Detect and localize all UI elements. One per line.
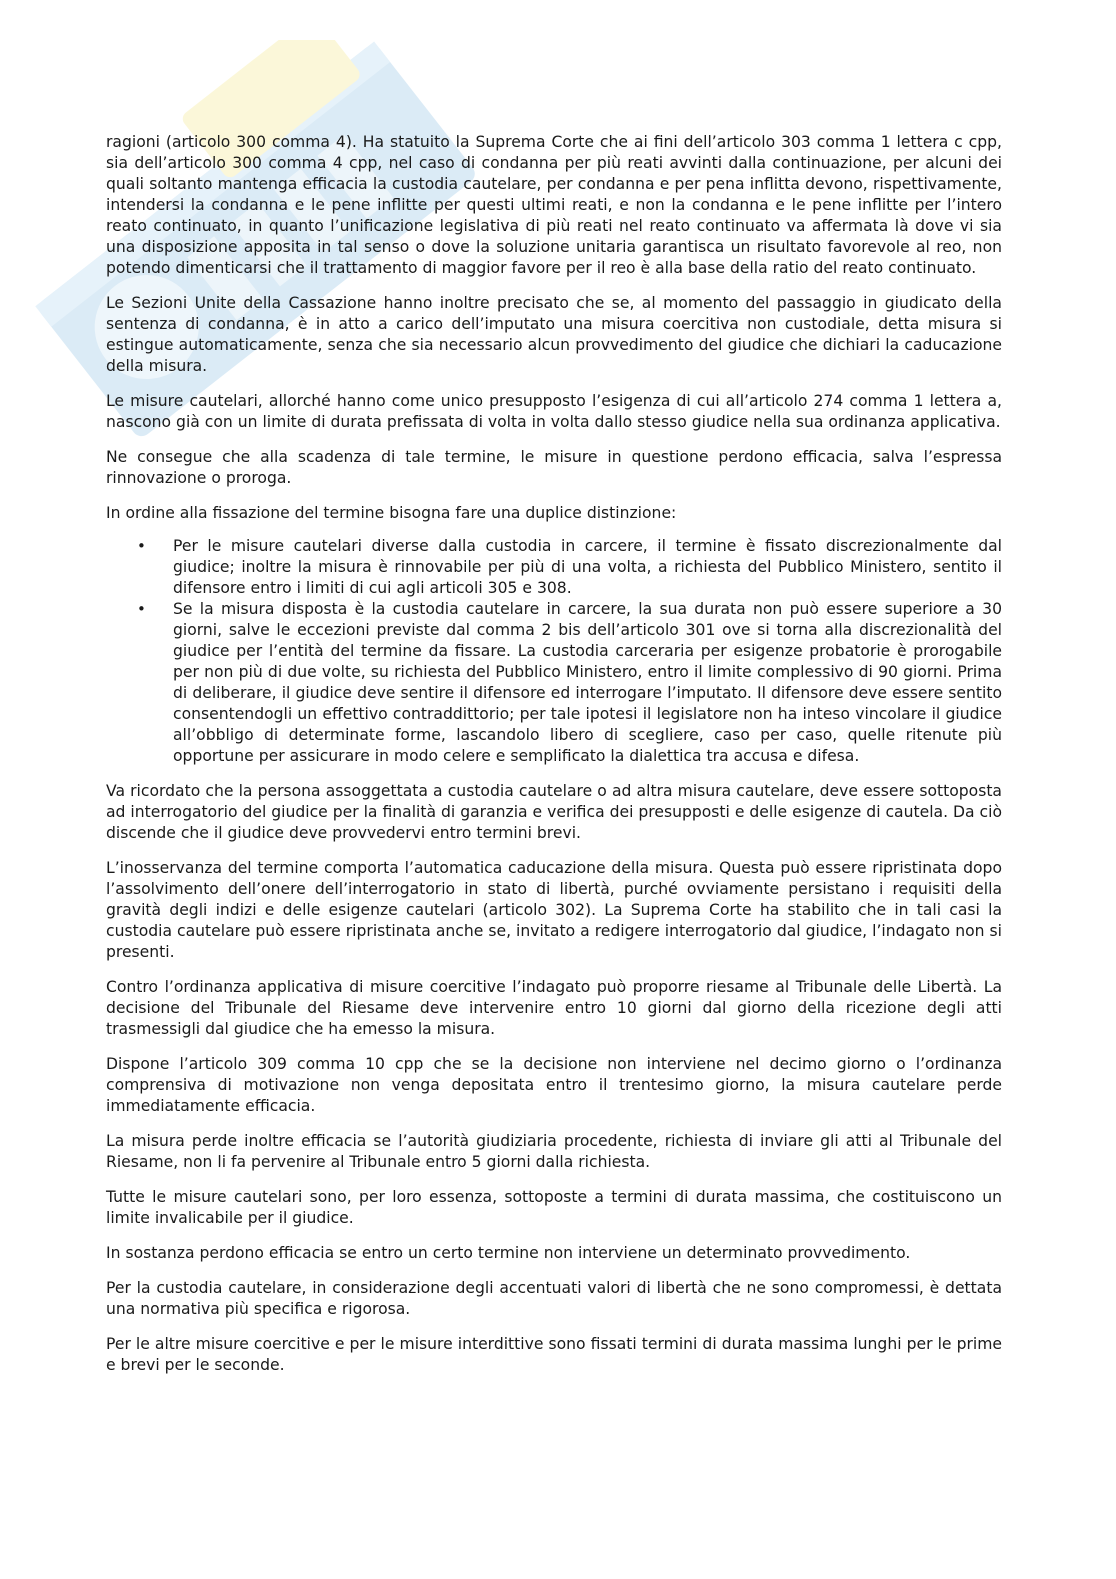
paragraph: In ordine alla fissazione del termine bisogna fare una duplice distinzione: <box>106 504 677 522</box>
paragraph: Le misure cautelari, allorché hanno come unico presupposto l’esigenza di cui all’articolo 274 comma 1 lettera a, nascono già con un limite di durata prefissata di volta in volta dallo stesso giudice nella sua ordinanza applicativa. <box>106 392 1002 431</box>
paragraph: Tutte le misure cautelari sono, per loro essenza, sottoposte a termini di durata massima, che costituiscono un limite invalicabile per il giudice. <box>106 1188 1002 1227</box>
list-item <box>106 536 1002 599</box>
document-body <box>106 132 1002 1390</box>
bullet-list <box>106 536 1002 767</box>
paragraph: In sostanza perdono efficacia se entro un certo termine non interviene un determinato provvedimento. <box>106 1244 911 1262</box>
list-item <box>106 599 1002 767</box>
paragraph: L’inosservanza del termine comporta l’automatica caducazione della misura. Questa può essere ripristinata dopo l’assolvimento dell’onere dell’interrogatorio in stato di libertà, purché ovviamente persistano i requisiti della gravità degli indizi e delle esigenze cautelari (articolo 302). La Suprema Corte ha stabilito che in tali casi la custodia cautelare può essere ripristinata anche se, invitato a redigere interrogatorio dal giudice, l’indagato non si presenti. <box>106 859 1002 961</box>
paragraph: ragioni (articolo 300 comma 4). Ha statuito la Suprema Corte che ai fini dell’articolo 303 comma 1 lettera c cpp, sia dell’articolo 300 comma 4 cpp, nel caso di condanna per più reati avvinti dalla continuazione, per alcuni dei quali soltanto mantenga efficacia la custodia cautelare, per condanna e per pena inflitta devono, rispettivamente, intendersi la condanna e le pene inflitte per questi ultimi reati, e non la condanna e le pene inflitte per l’intero reato continuato, in quanto l’unificazione legislativa di più reati nel reato continuato va affermata là dove vi sia una disposizione apposita in tal senso o dove la soluzione unitaria garantisca un risultato favorevole al reo, non potendo dimenticarsi che il trattamento di maggior favore per il reo è alla base della ratio del reato continuato. <box>106 133 1002 277</box>
paragraph: La misura perde inoltre efficacia se l’autorità giudiziaria procedente, richiesta di inviare gli atti al Tribunale del Riesame, non li fa pervenire al Tribunale entro 5 giorni dalla richiesta. <box>106 1132 1002 1171</box>
paragraph: Contro l’ordinanza applicativa di misure coercitive l’indagato può proporre riesame al Tribunale delle Libertà. La decisione del Tribunale del Riesame deve intervenire entro 10 giorni dal giorno della ricezione degli atti trasmessigli dal giudice che ha emesso la misura. <box>106 978 1002 1038</box>
list-item-text: Se la misura disposta è la custodia cautelare in carcere, la sua durata non può essere superiore a 30 giorni, salve le eccezioni previste dal comma 2 bis dell’articolo 301 ove si torna alla discrezionalità del giudice per l’entità del termine da fissare. La custodia carceraria per esigenze probatorie è prorogabile per non più di due volte, su richiesta del Pubblico Ministero, entro il limite complessivo di 90 giorni. Prima di deliberare, il giudice deve sentire il difensore ed interrogare l’imputato. Il difensore deve essere sentito consentendogli un effettivo contraddittorio; per tale ipotesi il legislatore non ha inteso vincolare il giudice all’obbligo di determinate forme, lascandolo libero di scegliere, caso per caso, quelle ritenute più opportune per assicurare in modo celere e semplificato la dialettica tra accusa e difesa. <box>173 600 1002 765</box>
bullet-icon: • <box>137 600 146 618</box>
paragraph: Le Sezioni Unite della Cassazione hanno inoltre precisato che se, al momento del passaggio in giudicato della sentenza di condanna, è in atto a carico dell’imputato una misura coercitiva non custodiale, detta misura si estingue automaticamente, senza che sia necessario alcun provvedimento del giudice che dichiari la caducazione della misura. <box>106 294 1002 375</box>
list-item-text: Per le misure cautelari diverse dalla custodia in carcere, il termine è fissato discrezionalmente dal giudice; inoltre la misura è rinnovabile per più di una volta, a richiesta del Pubblico Ministero, sentito il difensore entro i limiti di cui agli articoli 305 e 308. <box>173 537 1002 597</box>
paragraph: Dispone l’articolo 309 comma 10 cpp che se la decisione non interviene nel decimo giorno o l’ordinanza comprensiva di motivazione non venga depositata entro il trentesimo giorno, la misura cautelare perde immediatamente efficacia. <box>106 1055 1002 1115</box>
paragraph: Per le altre misure coercitive e per le misure interdittive sono fissati termini di durata massima lunghi per le prime e brevi per le seconde. <box>106 1335 1002 1374</box>
paragraph: Per la custodia cautelare, in considerazione degli accentuati valori di libertà che ne sono compromessi, è dettata una normativa più specifica e rigorosa. <box>106 1279 1002 1318</box>
bullet-icon: • <box>137 537 146 555</box>
paragraph: Ne consegue che alla scadenza di tale termine, le misure in questione perdono efficacia, salva l’espressa rinnovazione o proroga. <box>106 448 1002 487</box>
paragraph: Va ricordato che la persona assoggettata a custodia cautelare o ad altra misura cautelare, deve essere sottoposta ad interrogatorio del giudice per la finalità di garanzia e verifica dei presupposti e delle esigenze di cautela. Da ciò discende che il giudice deve provvedervi entro termini brevi. <box>106 782 1002 842</box>
